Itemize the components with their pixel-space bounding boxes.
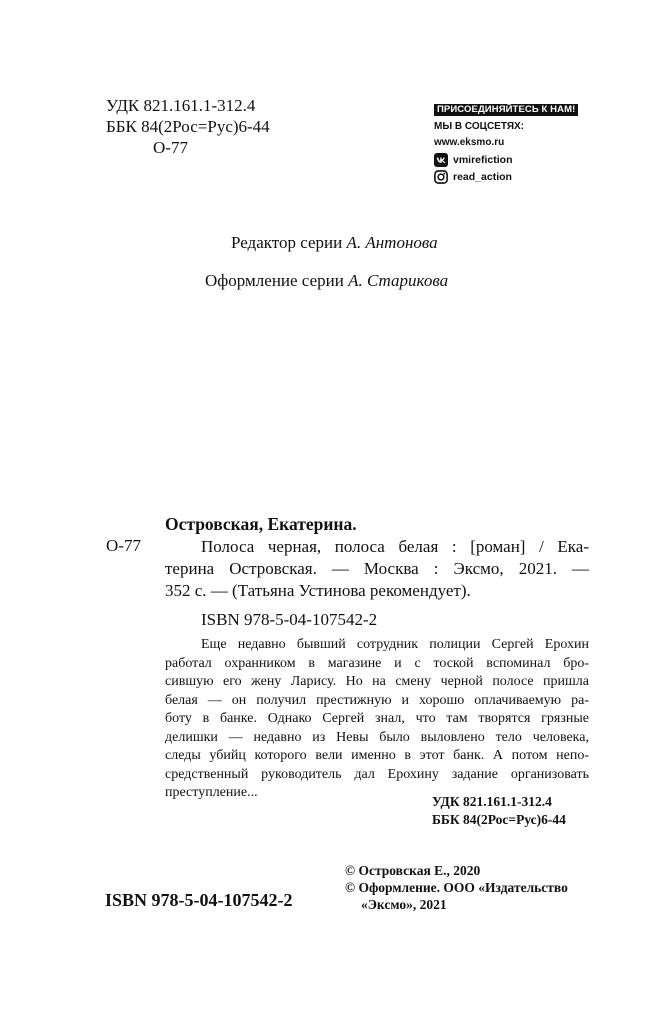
instagram-icon	[434, 170, 448, 184]
social-block	[434, 99, 578, 185]
annotation-line: белая — он получил престижную и хорошо оплачиваемую ра-	[165, 692, 589, 708]
annotation-line: боту в банке. Однако Сергей знал, что там творятся грязные	[165, 711, 589, 726]
isbn-record: ISBN 978-5-04-107542-2	[201, 610, 378, 629]
annotation-text	[165, 636, 589, 803]
series-design-credit	[205, 271, 448, 291]
annotation-line: средственный руководитель дал Ерохину задание организовать	[165, 766, 589, 782]
instagram-handle: read_action	[453, 170, 512, 183]
copyright-author: © Островская Е., 2020	[345, 863, 481, 878]
classification-bottom	[432, 793, 566, 829]
copyright-design-cont: «Эксмо», 2021	[361, 897, 447, 912]
udk-code-bottom: УДК 821.161.1-312.4	[432, 794, 552, 809]
vk-row[interactable]	[434, 151, 578, 168]
annotation-line: следы убийц которого вели именно в этот банк. А потом непо-	[165, 748, 589, 763]
editor-label: Редактор серии	[231, 233, 343, 252]
isbn-bottom: ISBN 978-5-04-107542-2	[105, 890, 293, 910]
author-mark: О-77	[153, 138, 188, 157]
author-heading: Островская, Екатерина.	[165, 514, 357, 534]
annotation-line: делишки — недавно из Невы было выловлено тело человека,	[165, 729, 589, 745]
udk-code: УДК 821.161.1-312.4	[106, 96, 256, 115]
classification-block	[106, 95, 270, 158]
annotation-line: работал охранником в магазине и с тоской вспоминал бро-	[165, 655, 589, 671]
bibliographic-line: Полоса черная, полоса белая : [роман] / Ека-	[201, 537, 589, 556]
editor-name: А. Антонова	[346, 233, 438, 252]
bibliographic-code: О-77	[106, 536, 141, 555]
bibliographic-description	[165, 536, 589, 602]
series-editor-credit	[231, 233, 438, 253]
bibliographic-line: 352 с. — (Татьяна Устинова рекомендует).	[165, 581, 471, 600]
design-label: Оформление серии	[205, 271, 344, 290]
copyright-block	[345, 862, 568, 913]
vk-icon	[434, 153, 448, 167]
instagram-row[interactable]	[434, 168, 578, 185]
copyright-design: © Оформление. ООО «Издательство	[345, 880, 568, 895]
annotation-line: преступление...	[165, 785, 258, 800]
annotation-line: сившую его жену Ларису. Но на смену черной полосе пришла	[165, 674, 589, 689]
join-badge: ПРИСОЕДИНЯЙТЕСЬ К НАМ!	[434, 104, 578, 116]
networks-label: МЫ В СОЦСЕТЯХ:	[434, 121, 525, 132]
bbk-code-bottom: ББК 84(2Рос=Рус)6-44	[432, 812, 566, 827]
bibliographic-line: терина Островская. — Москва : Эксмо, 2021. —	[165, 559, 589, 578]
bbk-code: ББК 84(2Рос=Рус)6-44	[106, 117, 270, 136]
annotation-line: Еще недавно бывший сотрудник полиции Сергей Ерохин	[201, 637, 589, 652]
site-link[interactable]: www.eksmo.ru	[434, 137, 505, 148]
design-name: А. Старикова	[348, 271, 449, 290]
vk-handle: vmirefiction	[453, 153, 513, 166]
